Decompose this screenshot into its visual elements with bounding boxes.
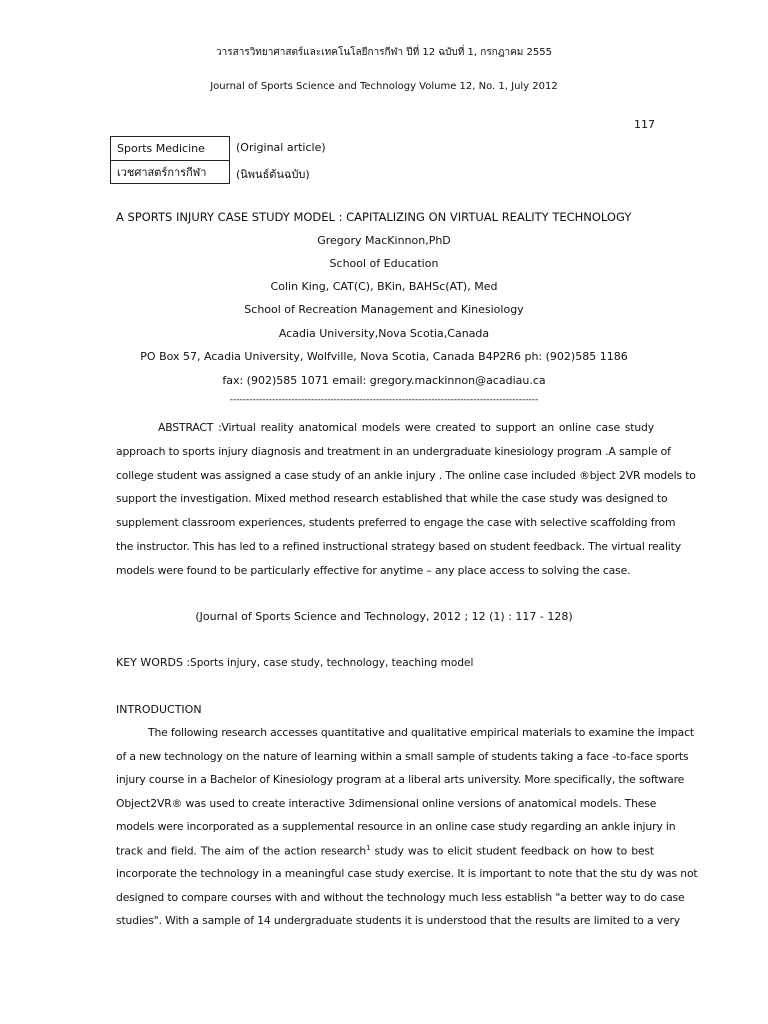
author-1: Gregory MacKinnon,PhD	[317, 234, 451, 247]
abstract-line: college student was assigned a case study of an ankle injury . The online case included ®bject 2VR models to	[116, 469, 696, 482]
journal-header-english: Journal of Sports Science and Technology Volume 12, No. 1, July 2012	[210, 81, 558, 92]
abstract-line: support the investigation. Mixed method research established that while the case study was designed to	[116, 492, 668, 505]
abstract-line: supplement classroom experiences, students preferred to engage the case with selective scaffolding from	[116, 516, 676, 529]
article-type-th: (นิพนธ์ต้นฉบับ)	[236, 168, 310, 181]
intro-line: The following research accesses quantitative and qualitative empirical materials to examine the impact	[148, 726, 694, 739]
article-type-en: (Original article)	[236, 141, 326, 154]
keywords-label: KEY WORDS	[116, 656, 184, 669]
intro-line: injury course in a Bachelor of Kinesiology program at a liberal arts university. More specifically, the software	[116, 773, 685, 786]
intro-line-with-footnote	[116, 844, 654, 858]
abstract-line: ABSTRACT :Virtual reality anatomical models were created to support an online case study	[158, 421, 654, 434]
footnote-marker: 1	[366, 844, 371, 852]
abstract-line: models were found to be particularly effective for anytime – any place access to solving the case.	[116, 564, 631, 577]
section-heading-introduction: INTRODUCTION	[116, 703, 202, 716]
intro-line: models were incorporated as a supplemental resource in an online case study regarding an ankle injury in	[116, 820, 676, 833]
intro-line: designed to compare courses with and without the technology much less establish "a better way to do case	[116, 891, 685, 904]
intro-line: of a new technology on the nature of learning within a small sample of students taking a face -to-face sports	[116, 750, 689, 763]
page-number: 117	[634, 118, 655, 131]
separator-line: -----------------------------------------------------------------------------------------------	[229, 395, 539, 405]
intro-line-tail: study was to elicit student feedback on how to best	[370, 844, 654, 858]
affiliation-1: School of Education	[329, 257, 439, 270]
journal-header-thai: วารสารวิทยาศาสตร์และเทคโนโลยีการกีฬา ปีที่ 12 ฉบับที่ 1, กรกฎาคม 2555	[216, 47, 552, 58]
intro-line: incorporate the technology in a meaningful case study exercise. It is important to note that the stu dy was not	[116, 867, 698, 880]
abstract-line: approach to sports injury diagnosis and treatment in an undergraduate kinesiology program .A sample of	[116, 445, 671, 458]
abstract-line: the instructor. This has led to a refined instructional strategy based on student feedback. The virtual reality	[116, 540, 681, 553]
article-title: A SPORTS INJURY CASE STUDY MODEL : CAPITALIZING ON VIRTUAL REALITY TECHNOLOGY	[116, 210, 632, 224]
keywords-text: :Sports injury, case study, technology, teaching model	[186, 657, 474, 669]
author-2: Colin King, CAT(C), BKin, BAHSc(AT), Med	[270, 280, 498, 293]
postal-address: PO Box 57, Acadia University, Wolfville, Nova Scotia, Canada B4P2R6 ph: (902)585 1186	[140, 350, 628, 363]
category-label-th: เวชศาสตร์การกีฬา	[111, 160, 229, 183]
intro-line: Object2VR® was used to create interactive 3dimensional online versions of anatomical models. These	[116, 797, 657, 810]
category-box	[110, 136, 230, 184]
keywords	[116, 656, 473, 669]
category-label-en: Sports Medicine	[117, 142, 205, 155]
contact-line: fax: (902)585 1071 email: gregory.mackinnon@acadiau.ca	[222, 374, 546, 387]
intro-line-head: track and field. The aim of the action research	[116, 844, 367, 858]
university: Acadia University,Nova Scotia,Canada	[278, 327, 490, 340]
citation: (Journal of Sports Science and Technology, 2012 ; 12 (1) : 117 - 128)	[195, 610, 573, 623]
intro-line: studies". With a sample of 14 undergraduate students it is understood that the results are limited to a very	[116, 914, 680, 927]
affiliation-2: School of Recreation Management and Kinesiology	[244, 303, 524, 316]
